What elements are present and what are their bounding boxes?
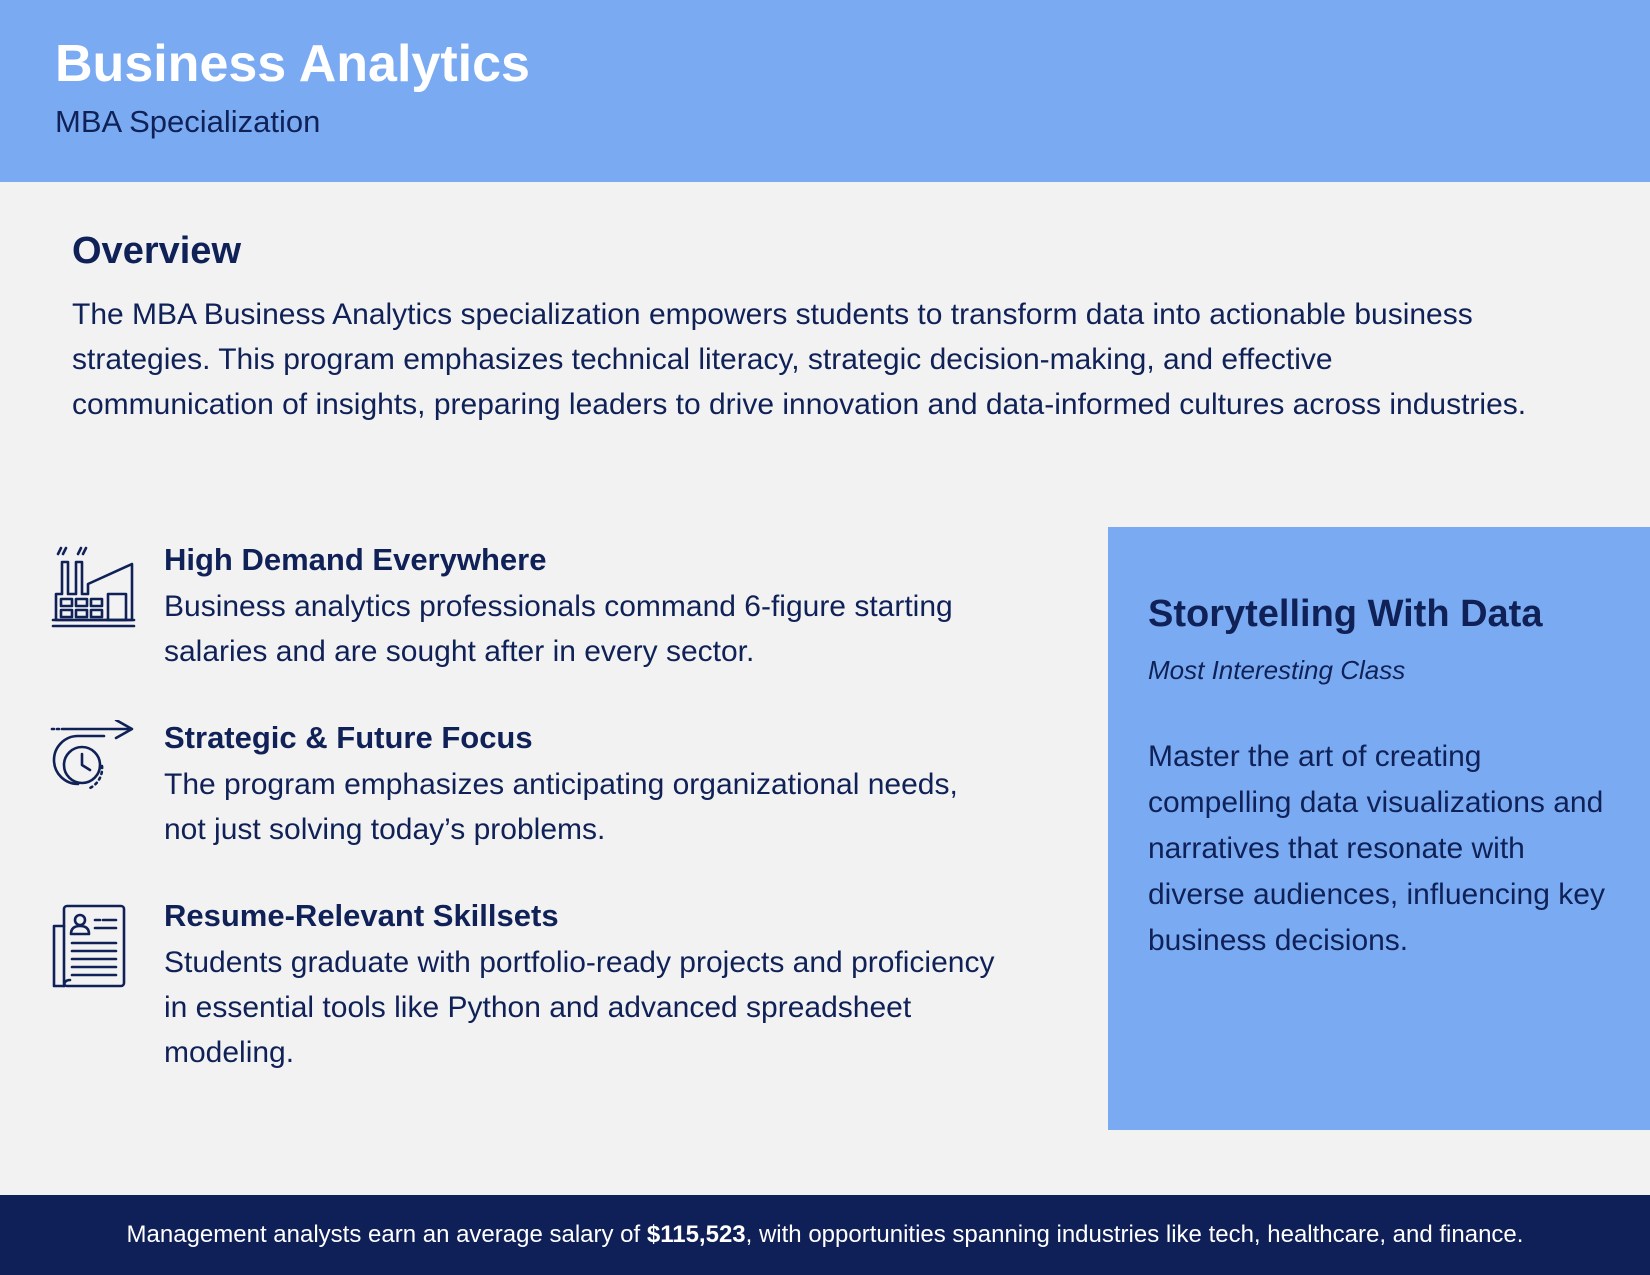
footer-bar bbox=[0, 1195, 1650, 1275]
footer-salary: $115,523 bbox=[646, 1221, 746, 1248]
factory-icon bbox=[50, 542, 140, 632]
feature-text: Business analytics professionals command 6-figure starting salaries and are sought after in every sector. bbox=[164, 590, 953, 668]
clock-arrow-icon bbox=[50, 720, 140, 810]
footer-text-before: Management analysts earn an average salary of bbox=[126, 1221, 647, 1248]
feature-title: High Demand Everywhere bbox=[164, 542, 547, 577]
featured-class-panel bbox=[1108, 527, 1650, 1130]
resume-icon bbox=[50, 898, 140, 988]
header-banner bbox=[0, 0, 1650, 182]
feature-title: Strategic & Future Focus bbox=[164, 720, 533, 755]
feature-text: The program emphasizes anticipating organizational needs, not just solving today’s problems. bbox=[164, 768, 958, 846]
page-title: Business Analytics bbox=[55, 35, 530, 93]
overview-text: The MBA Business Analytics specialization empowers students to transform data into actionable business strategies. This program emphasizes technical literacy, strategic decision-making, and effective communication of insights, preparing leaders to drive innovation and data-informed cultures across industries. bbox=[72, 298, 1527, 421]
feature-title: Resume-Relevant Skillsets bbox=[164, 898, 559, 933]
overview-heading: Overview bbox=[72, 230, 241, 272]
feature-text: Students graduate with portfolio-ready projects and proficiency in essential tools like Python and advanced spreadsheet modeling. bbox=[164, 946, 995, 1069]
footer-text-after: , with opportunities spanning industries like tech, healthcare, and finance. bbox=[745, 1221, 1524, 1248]
page-subtitle: MBA Specialization bbox=[55, 104, 321, 139]
featured-class-title: Storytelling With Data bbox=[1148, 593, 1543, 635]
featured-class-description: Master the art of creating compelling data visualizations and narratives that resonate with diverse audiences, influencing key business decisions. bbox=[1148, 740, 1605, 957]
featured-class-subtitle: Most Interesting Class bbox=[1148, 655, 1406, 685]
